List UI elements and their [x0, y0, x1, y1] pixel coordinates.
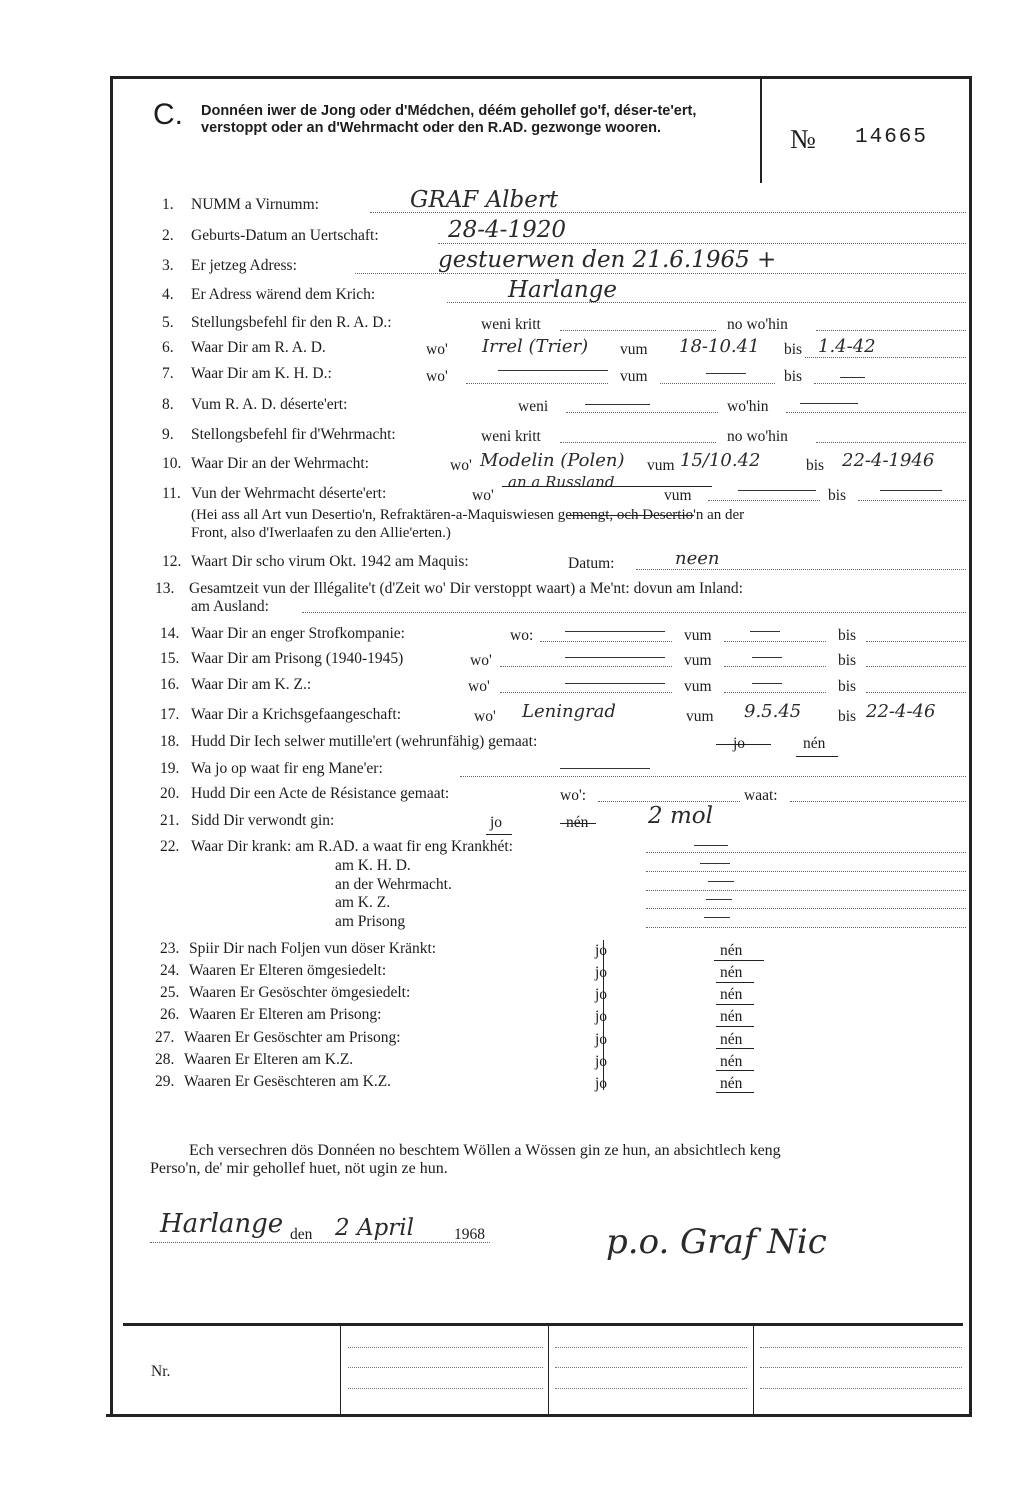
war-address-value: Harlange	[508, 277, 617, 303]
row-label: Gesamtzeit vun der Illégalite't (d'Zeit wo' Dir verstoppt waart) a Me'nt: dovun am Inland:	[189, 580, 743, 597]
field-label: bis	[784, 341, 803, 358]
footer-fill-line	[760, 1347, 962, 1348]
row-number: 8.	[162, 396, 174, 413]
sub-label: am Prisong	[335, 913, 406, 930]
row-label: Waar Dir krank: am R.AD. a waat fir eng Krankhét:	[191, 838, 513, 855]
row-number: 27.	[155, 1029, 175, 1046]
field-label: bis	[828, 487, 847, 504]
wehrmacht-place-value: Modelin (Polen)	[480, 450, 625, 471]
row-label: Waar Dir am Prisong (1940-1945)	[191, 650, 404, 667]
row-label: Stellongsbefehl fir d'Wehrmacht:	[191, 426, 396, 443]
row-label: NUMM a Virnumm:	[191, 196, 319, 213]
dash-mark	[752, 657, 782, 658]
declaration-line-1: Ech versechren dös Donnéen no beschtem Wöllen a Wössen gin ze hun, an absichtlech keng	[189, 1142, 781, 1159]
underline-mark	[716, 1070, 754, 1071]
fill-line	[302, 612, 966, 613]
rad-from-value: 18-10.41	[679, 336, 760, 357]
row-label: Waaren Er Elteren am Prisong:	[189, 1006, 382, 1023]
fill-line	[540, 641, 672, 642]
fill-line	[355, 273, 966, 274]
row-label: Waaren Er Gesëschteren am K.Z.	[184, 1073, 392, 1090]
row-label: Vun der Wehrmacht déserte'ert:	[191, 485, 387, 502]
footer-divider	[753, 1325, 754, 1415]
row-note: (Hei ass all Art vun Desertio'n, Refraktären-a-Maquiswiesen gemengt, och Desertio'n an der	[191, 507, 745, 523]
field-label: wo'	[426, 341, 448, 358]
row-label-continued: am Ausland:	[191, 598, 269, 615]
field-label: vum	[684, 627, 712, 644]
option-jo: jo	[595, 986, 608, 1003]
strike-mark	[560, 823, 596, 824]
signature-date: 2 April	[335, 1215, 414, 1241]
dash-mark	[750, 631, 780, 632]
row-number: 24.	[160, 962, 180, 979]
field-label: weni kritt	[481, 316, 541, 333]
strike-mark	[716, 744, 771, 745]
row-label: Sidd Dir verwondt gin:	[191, 812, 335, 829]
row-label: Waar Dir am K. Z.:	[191, 676, 312, 693]
row-label: Geburts-Datum an Uertschaft:	[191, 227, 379, 244]
option-jo: jo	[733, 735, 746, 752]
address-value: gestuerwen den 21.6.1965 +	[438, 247, 777, 273]
field-label: vum	[686, 708, 714, 725]
maquis-value: neen	[675, 548, 720, 569]
option-nen: nén	[720, 986, 743, 1003]
footer-fill-line	[760, 1388, 962, 1389]
number-sign: №	[790, 124, 816, 154]
option-nen: nén	[566, 814, 589, 831]
wounded-count-value: 2 mol	[648, 803, 713, 829]
fill-line	[708, 500, 820, 501]
row-number: 10.	[162, 455, 182, 472]
field-label: bis	[838, 652, 857, 669]
option-nen: nén	[803, 735, 826, 752]
row-number: 26.	[160, 1006, 180, 1023]
dash-mark	[706, 899, 732, 900]
fill-line	[646, 927, 966, 928]
birth-date-value: 28-4-1920	[448, 217, 566, 243]
option-nen: nén	[720, 942, 743, 959]
dash-mark	[708, 881, 734, 882]
jo-column-stroke	[603, 940, 604, 1090]
underline-mark	[716, 1048, 754, 1049]
row-number: 3.	[162, 257, 174, 274]
desertion-place-value: an a Russland	[508, 473, 615, 491]
row-number: 14.	[160, 625, 180, 642]
row-label: Vum R. A. D. déserte'ert:	[191, 396, 348, 413]
option-nen: nén	[720, 1008, 743, 1025]
row-label: Waaren Er Elteren ömgesiedelt:	[189, 962, 387, 979]
row-number: 9.	[162, 426, 174, 443]
row-label: Waar Dir an enger Strofkompanie:	[191, 625, 405, 642]
footer-top-rule	[123, 1323, 963, 1326]
sub-label: am K. H. D.	[335, 857, 411, 874]
frame-border-top	[110, 76, 972, 79]
underline-mark	[716, 982, 754, 983]
row-number: 17.	[160, 706, 180, 723]
dash-mark	[565, 683, 665, 684]
dash-mark	[565, 657, 665, 658]
dash-mark	[706, 373, 746, 374]
footer-fill-line	[348, 1388, 543, 1389]
row-label: Waart Dir scho virum Okt. 1942 am Maquis:	[191, 553, 469, 570]
declaration-line-2: Perso'n, de' mir gehollef huet, nöt ugin ze hun.	[150, 1160, 448, 1177]
fill-line	[866, 666, 966, 667]
row-label: Waar Dir a Krichsgefaangeschaft:	[191, 706, 402, 723]
footer-divider	[548, 1325, 549, 1415]
field-label: weni kritt	[481, 428, 541, 445]
underline-mark	[716, 1026, 754, 1027]
rad-to-value: 1.4-42	[818, 336, 876, 357]
field-label: wo'	[468, 678, 490, 695]
fill-line	[816, 330, 966, 331]
field-label: bis	[806, 457, 825, 474]
fill-line	[500, 692, 672, 693]
fill-line	[805, 357, 966, 358]
field-label: wo':	[560, 787, 587, 804]
fill-line	[598, 801, 740, 802]
field-label: wo'	[450, 457, 472, 474]
dash-mark	[694, 845, 728, 846]
option-nen: nén	[720, 964, 743, 981]
field-label: no wo'hin	[727, 428, 788, 445]
dash-mark	[800, 403, 858, 404]
underline-mark	[796, 756, 838, 757]
footer-fill-line	[348, 1367, 543, 1368]
wehrmacht-from-value: 15/10.42	[680, 450, 761, 471]
field-label: vum	[620, 341, 648, 358]
section-letter: C.	[153, 98, 183, 131]
option-nen: nén	[720, 1031, 743, 1048]
fill-line	[460, 776, 966, 777]
fill-line	[816, 442, 966, 443]
row-number: 5.	[162, 314, 174, 331]
row-number: 19.	[160, 760, 180, 777]
fill-line	[560, 442, 716, 443]
fill-line	[646, 852, 966, 853]
fill-line	[438, 243, 966, 244]
option-jo: jo	[595, 1053, 608, 1070]
field-label: bis	[838, 627, 857, 644]
fill-line	[646, 871, 966, 872]
signature-name: p.o. Graf Nic	[606, 1222, 827, 1262]
fill-line	[866, 641, 966, 642]
option-jo: jo	[595, 964, 608, 981]
field-label: wo'	[472, 487, 494, 504]
row-label: Hudd Dir Iech selwer mutille'ert (wehrunfähig) gemaat:	[191, 733, 538, 750]
strike-mark	[566, 515, 694, 516]
row-number: 25.	[160, 984, 180, 1001]
underline-mark	[714, 960, 764, 961]
fill-line	[786, 412, 966, 413]
fill-line	[646, 890, 966, 891]
fill-line	[566, 412, 718, 413]
fill-line	[866, 692, 966, 693]
option-jo: jo	[595, 942, 608, 959]
row-number: 11.	[162, 485, 181, 502]
row-label: Waar Dir an der Wehrmacht:	[191, 455, 369, 472]
field-label: no wo'hin	[727, 316, 788, 333]
dash-mark	[700, 863, 730, 864]
frame-border-bottom	[106, 1414, 972, 1417]
row-number: 29.	[155, 1073, 175, 1090]
name-value: GRAF Albert	[410, 187, 559, 213]
fill-line	[660, 383, 775, 384]
field-label: bis	[838, 708, 857, 725]
field-label: weni	[518, 398, 549, 415]
field-label: vum	[647, 457, 675, 474]
row-number: 12.	[162, 553, 182, 570]
footer-fill-line	[348, 1347, 543, 1348]
row-label: Waar Dir am K. H. D.:	[191, 365, 332, 382]
footer-fill-line	[555, 1388, 747, 1389]
field-label: bis	[838, 678, 857, 695]
captivity-to-value: 22-4-46	[866, 701, 936, 722]
fill-line	[724, 692, 826, 693]
field-label: vum	[684, 678, 712, 695]
row-number: 1.	[162, 196, 174, 213]
row-label: Stellungsbefehl fir den R. A. D.:	[191, 314, 392, 331]
row-label: Spiir Dir nach Foljen vun döser Kränkt:	[189, 940, 437, 957]
frame-border-right	[969, 76, 972, 1416]
fill-line	[858, 500, 966, 501]
dash-mark	[498, 370, 608, 371]
signature-year: 1968	[454, 1226, 485, 1243]
field-label: vum	[684, 652, 712, 669]
dash-mark	[840, 377, 865, 378]
fill-line	[560, 330, 716, 331]
field-label: Datum:	[568, 555, 615, 572]
field-label: bis	[784, 368, 803, 385]
row-label: Er jetzeg Adress:	[191, 257, 297, 274]
row-number: 28.	[155, 1051, 175, 1068]
fill-line	[466, 383, 608, 384]
row-number: 23.	[160, 940, 180, 957]
option-jo: jo	[490, 814, 503, 831]
row-number: 7.	[162, 365, 174, 382]
fill-line	[150, 1242, 490, 1243]
field-label: wo'	[426, 368, 448, 385]
option-nen: nén	[720, 1075, 743, 1092]
footer-fill-line	[555, 1347, 747, 1348]
field-label: wo'	[470, 652, 492, 669]
header-divider	[760, 78, 762, 183]
field-label: wo'	[474, 708, 496, 725]
row-label: Wa jo op waat fir eng Mane'er:	[191, 760, 383, 777]
option-jo: jo	[595, 1008, 608, 1025]
field-label: waat:	[744, 787, 778, 804]
captivity-place-value: Leningrad	[522, 701, 616, 722]
form-number: 14665	[855, 126, 929, 149]
fill-line	[814, 383, 966, 384]
field-label: vum	[664, 487, 692, 504]
dash-mark	[565, 631, 665, 632]
footer-fill-line	[760, 1367, 962, 1368]
captivity-from-value: 9.5.45	[744, 701, 802, 722]
row-number: 20.	[160, 785, 180, 802]
rad-place-value: Irrel (Trier)	[482, 336, 589, 357]
sub-label: an der Wehrmacht.	[335, 876, 452, 893]
signature-den: den	[290, 1226, 313, 1243]
row-number: 21.	[160, 812, 180, 829]
dash-mark	[560, 768, 650, 769]
row-number: 22.	[160, 838, 180, 855]
signature-place: Harlange	[160, 1209, 284, 1239]
row-number: 16.	[160, 676, 180, 693]
frame-border-left	[110, 76, 113, 1416]
wehrmacht-to-value: 22-4-1946	[842, 450, 935, 471]
row-label: Waaren Er Gesöschter am Prisong:	[184, 1029, 401, 1046]
fill-line	[646, 908, 966, 909]
row-number: 18.	[160, 733, 180, 750]
fill-line	[500, 666, 672, 667]
dash-mark	[738, 490, 816, 491]
row-note: Front, also d'Iwerlaafen zu den Allie'erten.)	[191, 525, 451, 541]
option-jo: jo	[595, 1031, 608, 1048]
dash-mark	[752, 683, 782, 684]
row-number: 13.	[155, 580, 175, 597]
field-label: wo:	[510, 627, 534, 644]
row-label: Waaren Er Elteren am K.Z.	[184, 1051, 354, 1068]
footer-fill-line	[555, 1367, 747, 1368]
underline-mark	[486, 834, 512, 835]
row-number: 6.	[162, 339, 174, 356]
row-number: 15.	[160, 650, 180, 667]
dash-mark	[704, 917, 730, 918]
underline-mark	[716, 1092, 754, 1093]
row-number: 4.	[162, 286, 174, 303]
row-label: Waar Dir am R. A. D.	[191, 339, 326, 356]
sub-label: am K. Z.	[335, 894, 391, 911]
dash-mark	[880, 490, 942, 491]
underline-mark	[716, 1004, 754, 1005]
fill-line	[724, 641, 826, 642]
row-number: 2.	[162, 227, 174, 244]
row-label: Waaren Er Gesöschter ömgesiedelt:	[189, 984, 411, 1001]
row-label: Hudd Dir een Acte de Résistance gemaat:	[191, 785, 450, 802]
dash-mark	[585, 404, 650, 405]
row-label: Er Adress wärend dem Krich:	[191, 286, 376, 303]
footer-nr-label: Nr.	[151, 1363, 171, 1380]
section-title: Donnéen iwer de Jong oder d'Médchen, déém gehollef go'f, déser-te'ert, verstoppt oder an d'Wehrmacht oder den R.AD. gezwonge wooren.	[201, 103, 697, 136]
option-nen: nén	[720, 1053, 743, 1070]
fill-line	[790, 801, 966, 802]
field-label: vum	[620, 368, 648, 385]
option-jo: jo	[595, 1075, 608, 1092]
fill-line	[724, 666, 826, 667]
field-label: wo'hin	[727, 398, 769, 415]
footer-divider	[340, 1325, 341, 1415]
